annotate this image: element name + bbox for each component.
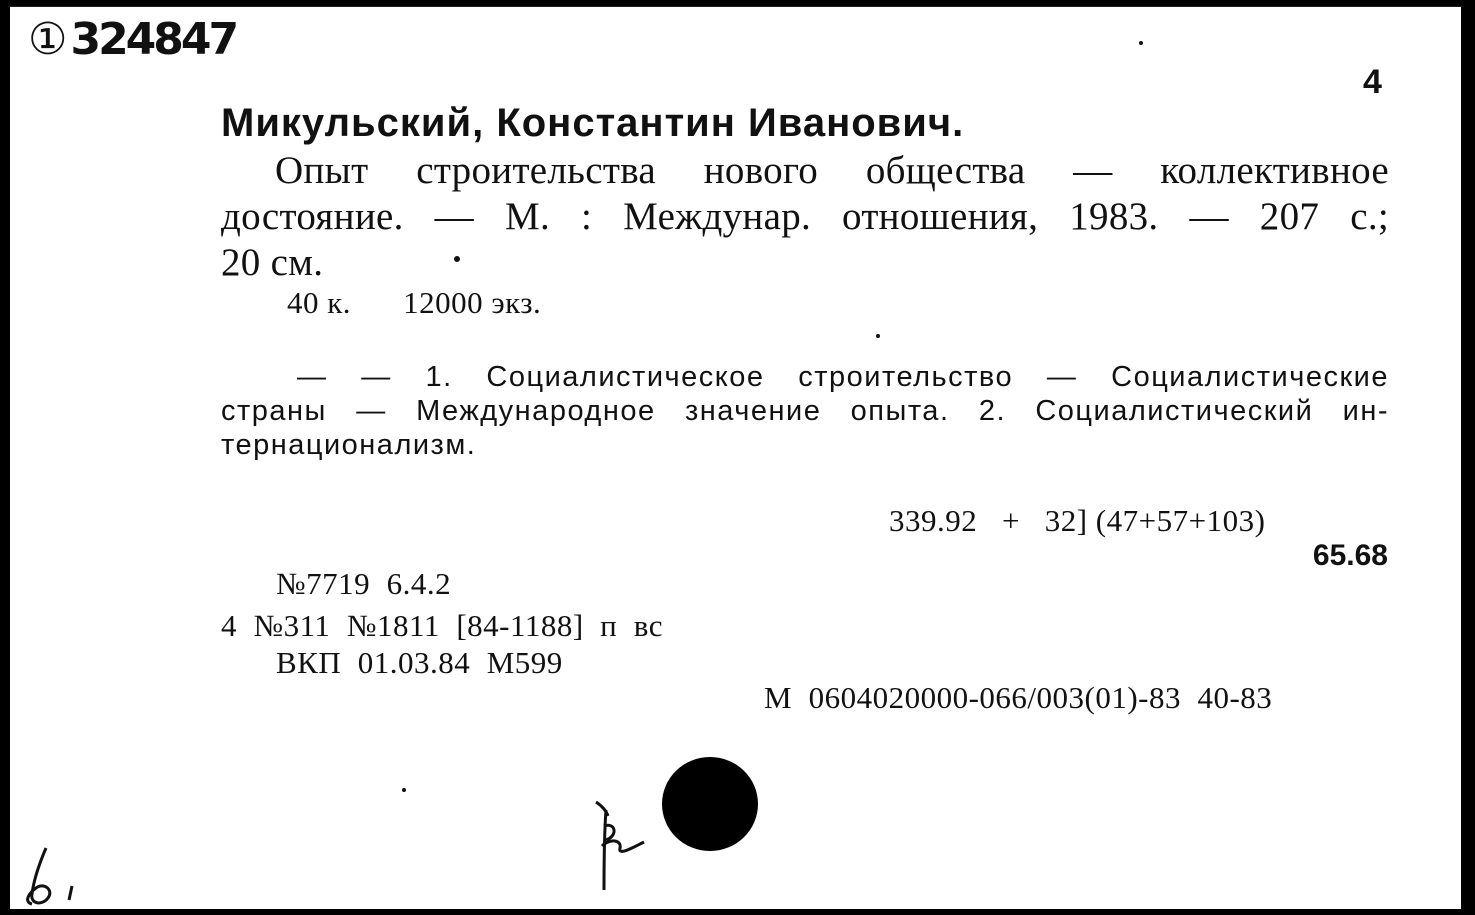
card-number-mark: ①	[28, 14, 65, 65]
ink-speck	[1139, 41, 1143, 45]
title-line-1: Опыт строительства нового общества — коллективное	[275, 149, 1389, 192]
print-run: 12000 экз.	[403, 285, 542, 320]
punch-hole	[662, 757, 758, 851]
subject-line-1: — — 1. Социалистическое строительство — Социалистические	[297, 361, 1389, 393]
title-statement	[221, 148, 1389, 286]
meta-line-2: 4 №311 №1811 [84-1188] п вс	[221, 608, 663, 643]
card-number-value: 324847	[70, 14, 237, 65]
ink-speck	[454, 256, 460, 262]
meta-line-4: М 0604020000-066/003(01)-83 40-83	[764, 680, 1273, 715]
price-line	[287, 285, 541, 321]
author-heading: Микульский, Константин Иванович.	[221, 101, 965, 145]
ink-speck	[876, 334, 880, 338]
classification-index-2: 65.68	[1312, 539, 1388, 572]
meta-line-1: №7719 6.4.2	[276, 566, 452, 601]
title-line-2: достояние. — М. : Междунар. отношения, 1983. — 207 с.;	[221, 195, 1389, 238]
classification-index: 339.92 + 32] (47+57+103)	[889, 503, 1266, 538]
subject-line-2: страны — Международное значение опыта. 2. Социалистический ин-	[221, 395, 1389, 427]
handwritten-mark-bottom-left	[14, 842, 94, 912]
subject-headings	[221, 360, 1389, 462]
meta-line-3: ВКП 01.03.84 М599	[276, 645, 563, 680]
card-number	[28, 14, 236, 65]
ink-speck	[402, 788, 406, 792]
subject-line-3: тернационализм.	[221, 429, 477, 461]
page-number: 4	[1363, 63, 1382, 101]
handwritten-initials	[592, 796, 662, 896]
price: 40 к.	[287, 285, 352, 320]
title-line-3: 20 см.	[221, 241, 324, 284]
